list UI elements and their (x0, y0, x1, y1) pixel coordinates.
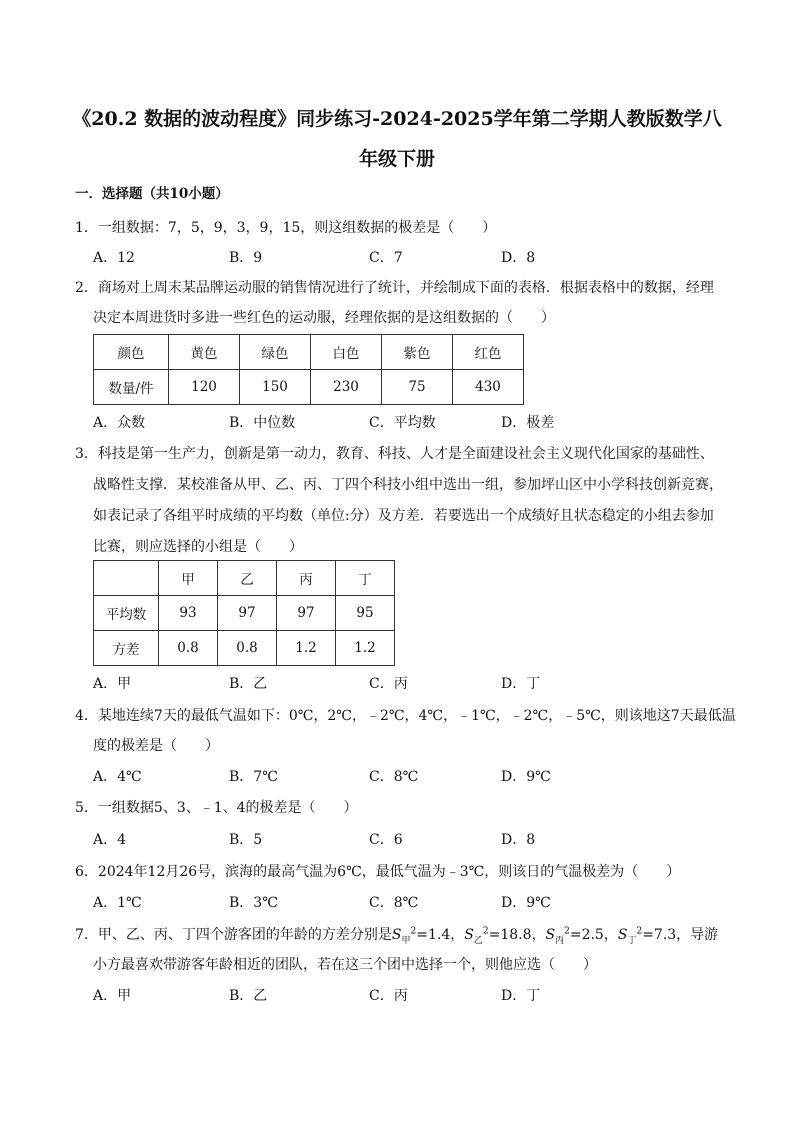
option-b: B．3℃ (229, 895, 278, 911)
table-cell: 黄色 (169, 335, 240, 370)
table-cell: 95 (336, 596, 395, 631)
table-row (94, 370, 524, 405)
option-c: C．7 (369, 250, 403, 266)
table-cell: 0.8 (159, 631, 218, 666)
question-3-options (93, 673, 653, 693)
option-a: A．甲 (93, 676, 132, 692)
option-d: D．8 (501, 250, 536, 266)
question-1-text: 1．一组数据：7，5，9，3，9，15，则这组数据的极差是（ ） (75, 220, 497, 236)
superscript: 2 (564, 926, 570, 937)
option-d: D．9℃ (501, 769, 551, 785)
variance-value: =18.8， (488, 927, 546, 943)
table-cell: 0.8 (218, 631, 277, 666)
question-2-options (93, 412, 653, 432)
table-cell: 白色 (311, 335, 382, 370)
question-2-text-continued: 决定本周进货时多进一些红色的运动服，经理依据的是这组数据的（ ） (93, 310, 555, 326)
question-7-text-continued: 小方最喜欢带游客年龄相近的团队，若在这三个团中选择一个，则他应选（ ） (93, 957, 597, 973)
table-cell: 数量/件 (94, 370, 169, 405)
table-cell: 方差 (94, 631, 159, 666)
option-a: A．12 (93, 250, 135, 266)
question-3-text-continued: 比赛，则应选择的小组是（ ） (93, 539, 303, 555)
question-5-text: 5．一组数据5、3、﹣1、4的极差是（ ） (75, 800, 358, 816)
table-cell: 93 (159, 596, 218, 631)
variance-symbol: S (391, 927, 402, 943)
superscript: 2 (410, 926, 417, 937)
table-cell (94, 561, 159, 596)
table-cell: 绿色 (240, 335, 311, 370)
option-d: D．丁 (501, 676, 541, 692)
option-b: B．7℃ (229, 769, 278, 785)
variance-value: =1.4， (416, 927, 465, 943)
option-a: A．4℃ (93, 769, 142, 785)
table-row (94, 561, 395, 596)
question-7-prefix: 7．甲、乙、丙、丁四个游客团的年龄的方差分别是 (75, 927, 392, 943)
option-c: C．丙 (369, 988, 408, 1004)
option-b: B．5 (229, 832, 263, 848)
page-title: 《20.2 数据的波动程度》同步练习-2024-2025学年第二学期人教版数学八 (72, 108, 722, 130)
variance-symbol: S (617, 927, 628, 943)
option-d: D．丁 (501, 988, 541, 1004)
scores-table (93, 560, 395, 666)
table-cell: 1.2 (336, 631, 395, 666)
option-b: B．乙 (229, 676, 268, 692)
variance-symbol: S (545, 927, 556, 943)
superscript: 2 (482, 926, 489, 937)
option-d: D．8 (501, 832, 536, 848)
question-7-text (75, 924, 718, 946)
option-c: C．丙 (369, 676, 408, 692)
question-4-text: 4．某地连续7天的最低气温如下：0℃，2℃，﹣2℃，4℃，﹣1℃，﹣2℃，﹣5℃，则该地这7天最低温 (75, 708, 736, 724)
subscript: 甲 (401, 935, 411, 946)
question-1-options (93, 247, 653, 267)
option-c: C．8℃ (369, 769, 419, 785)
variance-value: =7.3，导游 (642, 927, 719, 943)
subscript: 丙 (555, 935, 565, 946)
table-cell: 红色 (453, 335, 524, 370)
table-row (94, 335, 524, 370)
table-cell: 丙 (277, 561, 336, 596)
table-cell: 甲 (159, 561, 218, 596)
question-6-text: 6．2024年12月26号，滨海的最高气温为6℃，最低气温为﹣3℃，则该日的气温极差为（ ） (75, 864, 681, 880)
question-5-options (93, 829, 653, 849)
table-cell: 紫色 (382, 335, 453, 370)
table-row (94, 631, 395, 666)
question-3-text: 3．科技是第一生产力，创新是第一动力，教育、科技、人才是全面建设社会主义现代化国家的基础性、 (75, 446, 714, 462)
page-title-continued: 年级下册 (358, 148, 435, 170)
option-a: A．4 (93, 832, 127, 848)
option-a: A．众数 (93, 415, 146, 431)
option-b: B．乙 (229, 988, 268, 1004)
question-7-options (93, 985, 653, 1005)
table-cell: 430 (453, 370, 524, 405)
question-3-text-continued: 如表记录了各组平时成绩的平均数（单位:分）及方差．若要选出一个成绩好且状态稳定的小组去参加 (93, 508, 714, 524)
superscript: 2 (636, 926, 643, 937)
subscript: 丁 (627, 935, 637, 946)
table-cell: 230 (311, 370, 382, 405)
table-cell: 120 (169, 370, 240, 405)
option-b: B．9 (229, 250, 263, 266)
subscript: 乙 (473, 935, 483, 946)
question-3-text-continued: 战略性支撑．某校准备从甲、乙、丙、丁四个科技小组中选出一组，参加坪山区中小学科技创新竞赛， (93, 477, 723, 493)
table-cell: 平均数 (94, 596, 159, 631)
table-cell: 1.2 (277, 631, 336, 666)
question-6-options (93, 892, 653, 912)
table-cell: 97 (218, 596, 277, 631)
sales-table (93, 334, 524, 405)
table-row (94, 596, 395, 631)
question-4-text-continued: 度的极差是（ ） (93, 738, 219, 754)
question-4-options (93, 766, 653, 786)
variance-value: =2.5， (569, 927, 618, 943)
table-cell: 150 (240, 370, 311, 405)
option-c: C．平均数 (369, 415, 436, 431)
variance-symbol: S (464, 927, 474, 943)
option-a: A．甲 (93, 988, 132, 1004)
table-cell: 75 (382, 370, 453, 405)
option-b: B．中位数 (229, 415, 296, 431)
table-cell: 颜色 (94, 335, 169, 370)
section-heading: 一．选择题（共10小题） (75, 186, 229, 202)
option-a: A．1℃ (93, 895, 142, 911)
table-cell: 乙 (218, 561, 277, 596)
table-cell: 丁 (336, 561, 395, 596)
option-c: C．6 (369, 832, 403, 848)
option-d: D．极差 (501, 415, 555, 431)
question-2-text: 2．商场对上周末某品牌运动服的销售情况进行了统计，并绘制成下面的表格．根据表格中的数据，经理 (75, 280, 714, 296)
table-cell: 97 (277, 596, 336, 631)
option-c: C．8℃ (369, 895, 419, 911)
option-d: D．9℃ (501, 895, 551, 911)
